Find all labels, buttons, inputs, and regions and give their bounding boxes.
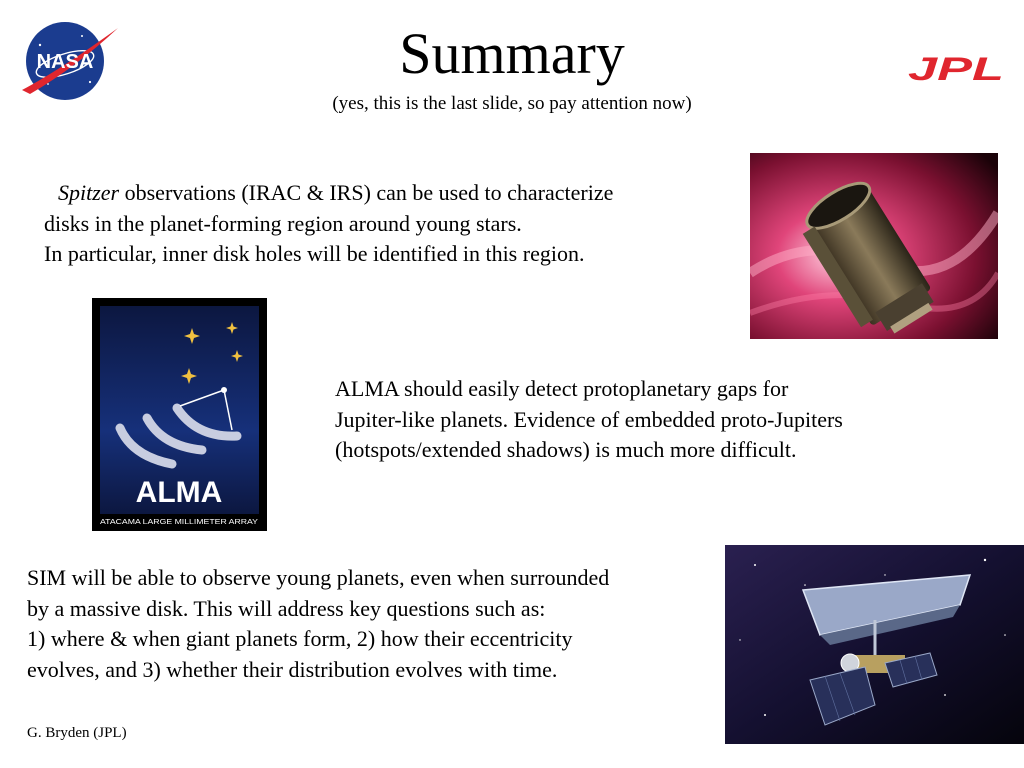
jpl-logo-text: JPL: [908, 55, 1004, 83]
spitzer-line-1-text: observations (IRAC & IRS) can be used to characterize: [119, 180, 614, 205]
alma-logo-title: ALMA: [135, 476, 223, 509]
sim-line-3: 1) where & when giant planets form, 2) how their eccentricity: [27, 626, 573, 651]
alma-logo-image: [92, 298, 267, 531]
alma-logo-caption: ATACAMA LARGE MILLIMETER ARRAY: [100, 517, 258, 526]
spitzer-emphasis: Spitzer: [58, 180, 120, 205]
spitzer-paragraph: [44, 178, 724, 270]
spitzer-telescope-image: [750, 153, 998, 339]
spitzer-line-2: disks in the planet-forming region around young stars.: [44, 210, 522, 236]
sim-line-2: by a massive disk. This will address key questions such as:: [27, 595, 546, 621]
spitzer-line-1: [44, 178, 724, 209]
sim-line-4: evolves, and 3) whether their distribution evolves with time.: [27, 656, 558, 682]
sim-paragraph: [27, 563, 727, 685]
sim-spacecraft-image: [725, 545, 1024, 744]
page-subtitle: (yes, this is the last slide, so pay attention now): [332, 93, 692, 114]
footer-credit: G. Bryden (JPL): [27, 725, 127, 741]
sim-line-1: SIM will be able to observe young planets, even when surrounded: [27, 565, 610, 590]
nasa-logo-text: NASA: [36, 51, 94, 73]
spitzer-line-3: In particular, inner disk holes will be identified in this region.: [44, 241, 585, 266]
page-title: Summary: [399, 21, 625, 86]
alma-paragraph: ALMA should easily detect protoplanetary gaps for Jupiter-like planets. Evidence of embedded proto-Jupiters (hotspots/extended shadows) is much more difficult.: [335, 376, 843, 462]
